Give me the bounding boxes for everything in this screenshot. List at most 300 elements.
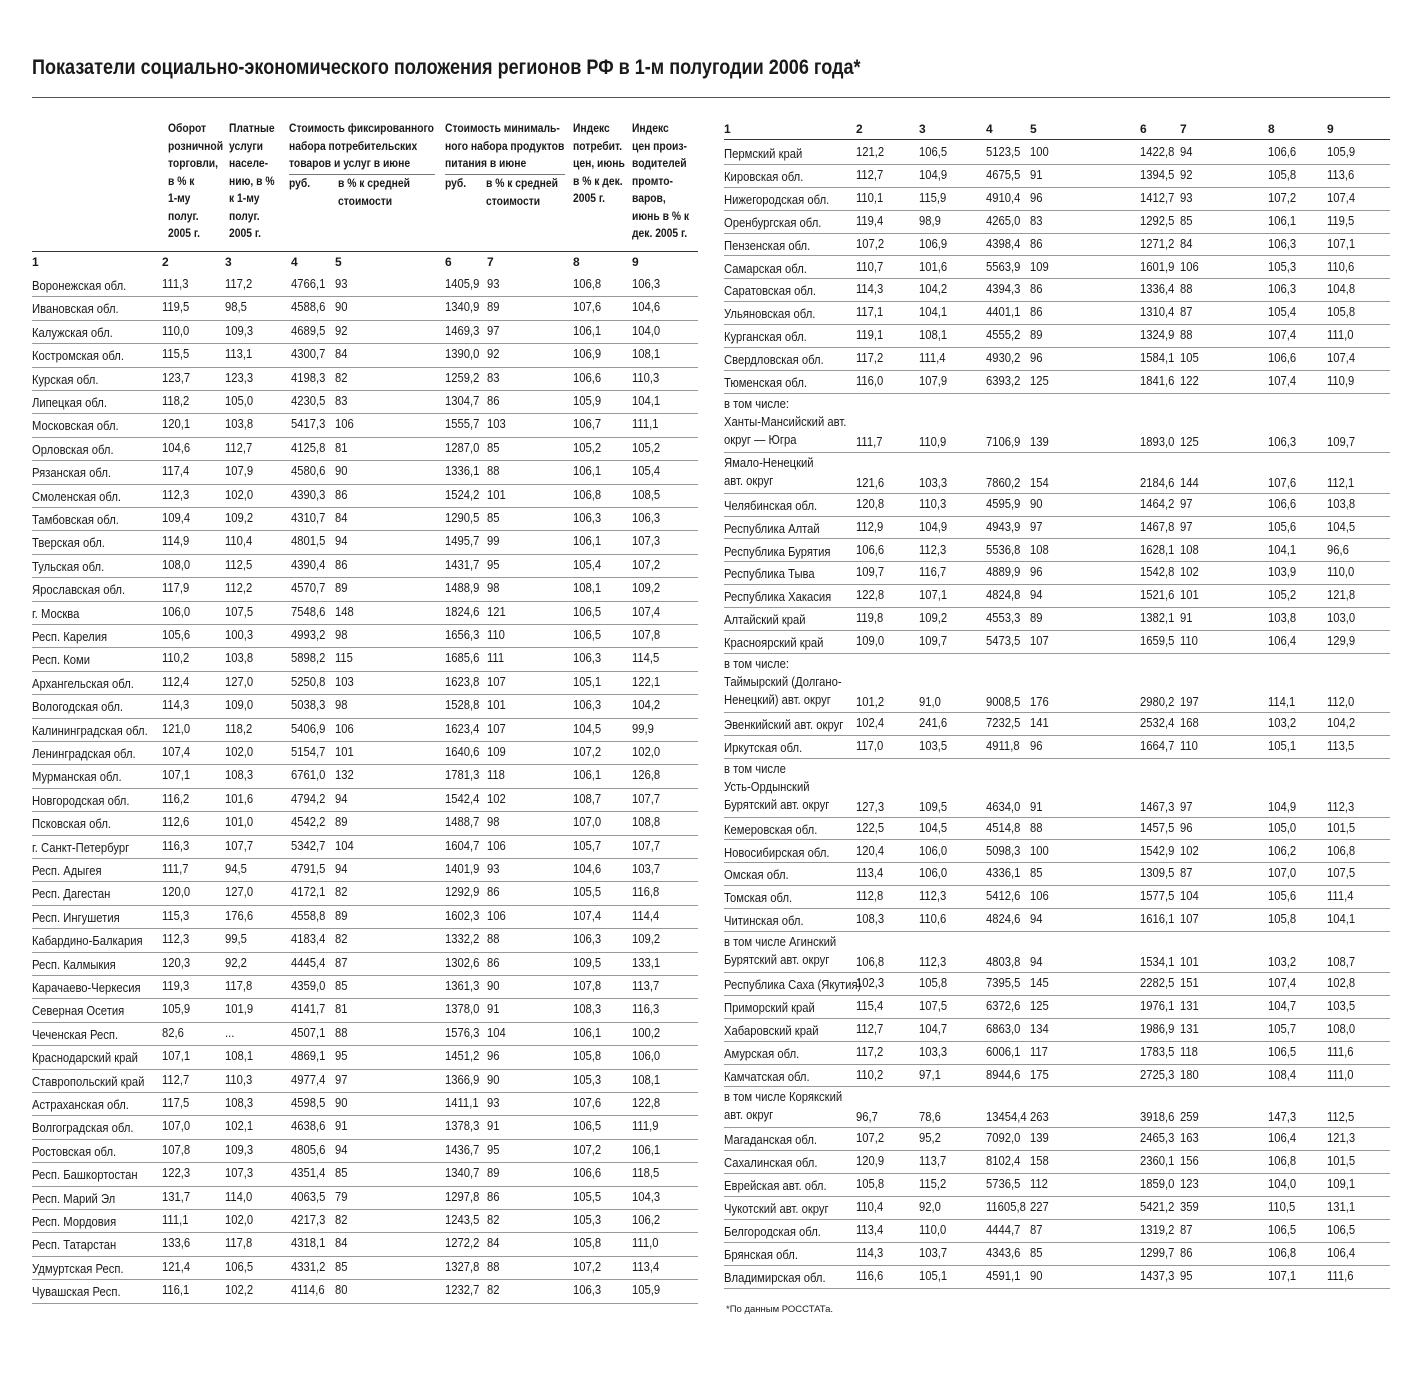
cell-col-8: 106,8 xyxy=(1268,1245,1297,1260)
cell-col-8: 106,8 xyxy=(573,277,602,291)
cell-col-4: 4598,5 xyxy=(291,1096,326,1110)
header-fixed-basket-pct xyxy=(338,175,410,210)
cell-col-9: 122,1 xyxy=(632,674,661,689)
header-line: полуг. xyxy=(168,208,199,223)
cell-col-8: 106,5 xyxy=(573,1119,602,1134)
cell-col-9: 106,0 xyxy=(632,1049,661,1064)
cell-col-6: 1495,7 xyxy=(445,534,480,549)
cell-col-9: 121,8 xyxy=(1327,588,1356,603)
cell-col-9: 108,7 xyxy=(1327,954,1356,969)
region-name: Мурманская обл. xyxy=(32,770,122,785)
cell-col-9: 103,8 xyxy=(1327,496,1356,511)
cell-col-3: 113,7 xyxy=(919,1154,947,1169)
header-line: 2005 г. xyxy=(168,226,200,240)
cell-col-8: 108,1 xyxy=(573,581,602,596)
cell-col-7: 123 xyxy=(1180,1177,1199,1192)
cell-col-4: 5123,5 xyxy=(986,145,1021,159)
table-row xyxy=(724,1042,1390,1065)
cell-col-5: 86 xyxy=(1030,305,1043,320)
cell-col-6: 5421,2 xyxy=(1140,1200,1175,1215)
table-row xyxy=(32,1023,698,1046)
cell-col-3: 106,5 xyxy=(919,145,948,159)
cell-col-6: 1394,5 xyxy=(1140,167,1175,182)
cell-col-2: 113,4 xyxy=(856,866,884,881)
cell-col-3: 107,5 xyxy=(225,604,254,619)
cell-col-5: 89 xyxy=(335,581,348,596)
cell-col-3: 117,8 xyxy=(225,979,253,993)
cell-col-4: 5342,7 xyxy=(291,838,326,853)
cell-col-2: 116,6 xyxy=(856,1268,884,1283)
cell-col-5: 148 xyxy=(335,604,354,619)
cell-col-2: 122,5 xyxy=(856,820,885,835)
header-line: полуг. xyxy=(229,208,260,223)
cell-col-5: 108 xyxy=(1030,542,1049,557)
cell-col-5: 134 xyxy=(1030,1021,1049,1036)
cell-col-2: 120,1 xyxy=(162,417,191,432)
cell-col-8: 107,6 xyxy=(1268,475,1297,490)
cell-col-4: 7548,6 xyxy=(291,604,326,619)
cell-col-6: 1664,7 xyxy=(1140,738,1175,753)
cell-col-3: 98,9 xyxy=(919,213,941,228)
cell-col-5: 90 xyxy=(335,300,348,315)
cell-col-4: 7106,9 xyxy=(986,434,1021,449)
cell-col-6: 1986,9 xyxy=(1140,1021,1175,1036)
cell-col-3: 107,1 xyxy=(919,588,948,603)
cell-col-2: 110,2 xyxy=(162,651,190,666)
cell-col-4: 5038,3 xyxy=(291,698,326,713)
cell-col-7: 82 xyxy=(487,1213,500,1227)
region-name: Ленинградская обл. xyxy=(32,747,136,761)
cell-col-4: 4125,8 xyxy=(291,440,326,455)
cell-col-2: 117,0 xyxy=(856,738,884,753)
table-row xyxy=(724,1088,1390,1129)
cell-col-6: 1382,1 xyxy=(1140,611,1175,626)
cell-col-8: 105,8 xyxy=(1268,167,1297,182)
cell-col-3: 107,9 xyxy=(919,374,948,388)
cell-col-7: 88 xyxy=(1180,328,1193,343)
header-line: в % к средней xyxy=(338,176,410,190)
cell-col-9: 106,5 xyxy=(1327,1223,1356,1237)
header-line: стоимости xyxy=(486,193,541,208)
cell-col-6: 1361,3 xyxy=(445,979,480,993)
cell-col-5: 95 xyxy=(335,1049,348,1064)
cell-col-4: 4595,9 xyxy=(986,496,1021,511)
cell-col-3: 106,0 xyxy=(919,866,948,881)
region-name: Владимирская обл. xyxy=(724,1270,826,1285)
cell-col-5: 154 xyxy=(1030,475,1049,490)
cell-col-9: 122,8 xyxy=(632,1096,661,1110)
cell-col-7: 156 xyxy=(1180,1154,1199,1169)
cell-col-9: 104,8 xyxy=(1327,282,1356,297)
cell-col-6: 1437,3 xyxy=(1140,1268,1175,1283)
region-name: Рязанская обл. xyxy=(32,466,112,481)
cell-col-7: 107 xyxy=(1180,912,1199,927)
cell-col-9: 111,1 xyxy=(632,417,659,432)
table-row xyxy=(724,713,1390,736)
table-row xyxy=(724,453,1390,494)
cell-col-7: 151 xyxy=(1180,976,1199,990)
cell-col-5: 94 xyxy=(1030,588,1043,603)
cell-col-4: 7232,5 xyxy=(986,715,1021,730)
cell-col-6: 1577,5 xyxy=(1140,889,1175,904)
cell-col-8: 105,4 xyxy=(1268,305,1297,320)
cell-col-6: 1623,4 xyxy=(445,721,480,736)
cell-col-2: 116,0 xyxy=(856,374,884,388)
cell-col-7: 91 xyxy=(1180,611,1193,626)
cell-col-8: 107,1 xyxy=(1268,1268,1297,1283)
cell-col-6: 1841,6 xyxy=(1140,374,1175,388)
column-number: 6 xyxy=(1140,122,1147,136)
cell-col-6: 2532,4 xyxy=(1140,715,1175,730)
cell-col-9: 109,7 xyxy=(1327,434,1356,449)
cell-col-8: 106,1 xyxy=(573,534,602,549)
cell-col-5: 86 xyxy=(335,557,348,572)
region-name: Липецкая обл. xyxy=(32,396,107,410)
cell-col-6: 1340,9 xyxy=(445,300,480,315)
cell-col-2: 112,3 xyxy=(162,487,190,502)
cell-col-9: 100,2 xyxy=(632,1025,661,1040)
cell-col-9: 104,1 xyxy=(632,394,661,408)
cell-col-4: 4766,1 xyxy=(291,277,326,291)
cell-col-7: 101 xyxy=(487,698,506,713)
cell-col-6: 1781,3 xyxy=(445,768,480,783)
table-row xyxy=(724,608,1390,631)
cell-col-3: 107,5 xyxy=(919,998,948,1013)
table-row xyxy=(32,368,698,391)
cell-col-7: 180 xyxy=(1180,1067,1199,1082)
cell-col-6: 1467,8 xyxy=(1140,519,1175,534)
cell-col-6: 2184,6 xyxy=(1140,475,1175,490)
cell-col-2: 105,6 xyxy=(162,628,191,642)
cell-col-5: 141 xyxy=(1030,715,1049,730)
cell-col-9: 110,0 xyxy=(1327,565,1355,580)
cell-col-5: 90 xyxy=(1030,1268,1043,1283)
header-line: в % к дек. xyxy=(573,173,623,188)
cell-col-3: 108,1 xyxy=(919,328,948,343)
cell-col-3: 112,3 xyxy=(919,542,947,557)
region-name: Респ. Мордовия xyxy=(32,1215,117,1229)
cell-col-9: 108,1 xyxy=(632,1072,661,1087)
cell-col-9: 101,5 xyxy=(1327,820,1356,835)
cell-col-8: 107,6 xyxy=(573,300,602,315)
cell-col-2: 96,7 xyxy=(856,1110,878,1125)
cell-col-9: 103,5 xyxy=(1327,998,1356,1013)
page-title: Показатели социально-экономического положения регионов РФ в 1-м полугодии 2006 года* xyxy=(32,56,861,79)
region-name: Калужская обл. xyxy=(32,325,113,340)
cell-col-5: 176 xyxy=(1030,694,1049,709)
cell-col-3: 110,3 xyxy=(225,1072,253,1087)
cell-col-2: 117,4 xyxy=(162,464,190,479)
cell-col-6: 1431,7 xyxy=(445,557,480,572)
cell-col-4: 4943,9 xyxy=(986,519,1021,534)
cell-col-6: 1302,6 xyxy=(445,955,480,970)
cell-col-6: 1411,1 xyxy=(445,1096,479,1110)
cell-col-9: 105,4 xyxy=(632,464,661,479)
cell-col-3: 111,4 xyxy=(919,351,946,366)
cell-col-2: 107,1 xyxy=(162,768,191,783)
cell-col-3: 115,9 xyxy=(919,190,947,205)
cell-col-8: 106,3 xyxy=(573,511,602,525)
header-line: июнь в % к xyxy=(632,208,690,223)
cell-col-5: 98 xyxy=(335,698,348,713)
table-row xyxy=(32,1116,698,1139)
cell-col-9: 106,1 xyxy=(632,1142,661,1157)
cell-col-3: 109,3 xyxy=(225,323,254,338)
header-line: населе- xyxy=(229,156,269,170)
cell-col-8: 107,4 xyxy=(1268,328,1297,343)
region-name: Оренбургская обл. xyxy=(724,215,822,230)
cell-col-5: 80 xyxy=(335,1283,348,1298)
cell-col-4: 5736,5 xyxy=(986,1177,1021,1192)
cell-col-4: 4803,8 xyxy=(986,954,1021,969)
cell-col-4: 4351,4 xyxy=(291,1166,326,1181)
region-name: Орловская обл. xyxy=(32,442,114,457)
table-row xyxy=(32,344,698,367)
region-name: Кабардино-Балкария xyxy=(32,934,143,949)
cell-col-5: 106 xyxy=(1030,889,1049,904)
cell-col-3: 101,0 xyxy=(225,815,254,830)
cell-col-2: 112,8 xyxy=(856,889,884,904)
cell-col-5: 82 xyxy=(335,370,348,385)
cell-col-5: 101 xyxy=(335,745,354,759)
table-row xyxy=(32,414,698,437)
cell-col-4: 4824,6 xyxy=(986,912,1021,927)
cell-col-7: 108 xyxy=(1180,542,1199,557)
cell-col-8: 106,6 xyxy=(1268,351,1297,366)
cell-col-9: 106,3 xyxy=(632,277,661,291)
table-row xyxy=(32,859,698,882)
header-line: Платные xyxy=(229,121,275,135)
cell-col-2: 122,3 xyxy=(162,1166,191,1181)
cell-col-2: 120,8 xyxy=(856,496,885,511)
cell-col-4: 4801,5 xyxy=(291,534,326,549)
cell-col-6: 1401,9 xyxy=(445,862,480,876)
cell-col-4: 4343,6 xyxy=(986,1245,1021,1260)
region-name: Волгоградская обл. xyxy=(32,1121,134,1136)
cell-col-9: 108,5 xyxy=(632,487,661,502)
cell-col-6: 1436,7 xyxy=(445,1142,480,1157)
cell-col-6: 1324,9 xyxy=(1140,328,1175,343)
cell-col-7: 125 xyxy=(1180,434,1199,449)
cell-col-7: 97 xyxy=(1180,519,1193,534)
cell-col-6: 1332,2 xyxy=(445,932,480,947)
cell-col-2: 107,1 xyxy=(162,1049,191,1064)
cell-col-5: 91 xyxy=(1030,799,1043,814)
header-line: Стоимость минималь- xyxy=(445,121,560,135)
header-line: стоимости xyxy=(338,193,393,208)
table-row xyxy=(724,142,1390,165)
cell-col-4: 4889,9 xyxy=(986,565,1021,580)
region-name: Пермский край xyxy=(724,147,803,161)
cell-col-8: 105,9 xyxy=(573,394,602,408)
cell-col-9: 104,0 xyxy=(632,323,661,338)
cell-col-3: 112,3 xyxy=(919,954,947,969)
cell-col-2: 102,3 xyxy=(856,976,885,990)
cell-col-4: 4398,4 xyxy=(986,236,1021,251)
cell-col-2: 106,6 xyxy=(856,542,885,557)
table-row xyxy=(32,508,698,531)
cell-col-4: 4555,2 xyxy=(986,328,1021,343)
cell-col-6: 1243,5 xyxy=(445,1213,480,1227)
cell-col-9: 129,9 xyxy=(1327,634,1356,649)
header-min-food-set-pct xyxy=(486,175,558,210)
cell-col-3: 100,3 xyxy=(225,628,254,642)
cell-col-3: 110,9 xyxy=(919,434,947,449)
region-name: Респ. Дагестан xyxy=(32,887,111,902)
cell-col-4: 5412,6 xyxy=(986,889,1021,904)
cell-col-4: 4114,6 xyxy=(291,1283,325,1298)
cell-col-6: 1378,0 xyxy=(445,1002,480,1017)
cell-col-6: 1640,6 xyxy=(445,745,480,759)
region-name: Тамбовская обл. xyxy=(32,513,119,527)
cell-col-5: 86 xyxy=(1030,236,1043,251)
cell-col-4: 4675,5 xyxy=(986,167,1021,182)
cell-col-3: 110,4 xyxy=(225,534,253,549)
table-row xyxy=(32,1257,698,1280)
region-name: Респ. Адыгея xyxy=(32,864,102,878)
cell-col-5: 82 xyxy=(335,885,348,900)
cell-col-8: 106,1 xyxy=(573,464,602,479)
cell-col-5: 82 xyxy=(335,932,348,947)
cell-col-3: 102,1 xyxy=(225,1119,254,1134)
cell-col-5: 86 xyxy=(335,487,348,502)
header-min-food-set-rub: руб. xyxy=(445,176,467,190)
cell-col-4: 5536,8 xyxy=(986,542,1021,557)
region-name: Свердловская обл. xyxy=(724,353,824,368)
cell-col-6: 1859,0 xyxy=(1140,1177,1175,1192)
table-row xyxy=(724,257,1390,280)
cell-col-5: 94 xyxy=(1030,954,1043,969)
region-name: Челябинская обл. xyxy=(724,498,818,513)
cell-col-9: 110,3 xyxy=(632,370,660,385)
cell-col-8: 105,4 xyxy=(573,557,602,572)
cell-col-2: 111,7 xyxy=(162,862,189,876)
table-row xyxy=(32,1070,698,1093)
cell-col-3: 107,9 xyxy=(225,464,254,479)
cell-col-4: 7395,5 xyxy=(986,976,1021,990)
table-row xyxy=(32,438,698,461)
cell-col-2: 121,2 xyxy=(856,145,885,159)
cell-col-2: 112,6 xyxy=(162,815,190,830)
cell-col-6: 1601,9 xyxy=(1140,259,1175,274)
cell-col-6: 1685,6 xyxy=(445,651,480,666)
cell-col-5: 97 xyxy=(335,1072,348,1087)
cell-col-9: 106,8 xyxy=(1327,843,1356,858)
cell-col-2: 110,2 xyxy=(856,1067,884,1082)
table-row xyxy=(724,234,1390,257)
cell-col-2: 112,4 xyxy=(162,674,190,689)
cell-col-9: 107,8 xyxy=(632,628,661,642)
cell-col-2: 117,9 xyxy=(162,581,190,596)
cell-col-6: 1824,6 xyxy=(445,604,480,619)
cell-col-7: 96 xyxy=(1180,820,1193,835)
table-row xyxy=(724,494,1390,517)
cell-col-8: 105,3 xyxy=(573,1213,602,1227)
cell-col-4: 4390,4 xyxy=(291,557,326,572)
cell-col-5: 81 xyxy=(335,440,348,455)
cell-col-4: 4977,4 xyxy=(291,1072,326,1087)
region-name: Ульяновская обл. xyxy=(724,307,816,322)
header-line: цен произ- xyxy=(632,138,687,153)
cell-col-6: 1457,5 xyxy=(1140,820,1175,835)
column-number: 9 xyxy=(632,255,639,269)
header-line: 1-му xyxy=(168,191,191,205)
cell-col-9: 112,0 xyxy=(1327,694,1355,709)
cell-col-6: 1488,9 xyxy=(445,581,480,596)
column-number: 7 xyxy=(487,255,494,269)
cell-col-6: 1656,3 xyxy=(445,628,480,642)
cell-col-3: 104,9 xyxy=(919,519,948,534)
region-name: Иркутская обл. xyxy=(724,740,803,755)
region-name: Астраханская обл. xyxy=(32,1098,129,1112)
cell-col-9: 102,8 xyxy=(1327,976,1356,990)
cell-col-5: 90 xyxy=(335,464,348,479)
cell-col-9: 110,6 xyxy=(1327,259,1355,274)
cell-col-4: 4063,5 xyxy=(291,1189,326,1204)
cell-col-9: 103,0 xyxy=(1327,611,1356,626)
cell-col-7: 163 xyxy=(1180,1131,1199,1146)
table-row xyxy=(32,765,698,788)
header-line: варов, xyxy=(632,191,666,205)
cell-col-3: 108,3 xyxy=(225,768,254,783)
cell-col-5: 90 xyxy=(335,1096,348,1110)
region-name: Ставропольский край xyxy=(32,1074,145,1089)
region-name: Республика Бурятия xyxy=(724,544,831,559)
region-name: Читинская обл. xyxy=(724,914,804,929)
cell-col-2: 120,9 xyxy=(856,1154,885,1169)
cell-col-4: 13454,4 xyxy=(986,1110,1027,1125)
cell-col-2: 111,1 xyxy=(162,1213,189,1227)
header-line: промто- xyxy=(632,173,673,188)
table-row xyxy=(32,812,698,835)
cell-col-8: 106,6 xyxy=(1268,145,1297,159)
cell-col-9: 133,1 xyxy=(632,955,661,970)
cell-col-6: 1309,5 xyxy=(1140,866,1175,881)
table-row xyxy=(32,1140,698,1163)
region-name: Чеченская Респ. xyxy=(32,1027,119,1042)
cell-col-9: 104,2 xyxy=(632,698,661,713)
cell-col-4: 4300,7 xyxy=(291,347,326,362)
header-line: Стоимость фиксированного xyxy=(289,121,434,135)
cell-col-3: 109,5 xyxy=(919,799,948,814)
footnote: *По данным РОССТАТа. xyxy=(726,1304,834,1315)
cell-col-2: 112,7 xyxy=(856,167,884,182)
table-row xyxy=(32,906,698,929)
region-name: Камчатская обл. xyxy=(724,1069,810,1084)
cell-col-2: 82,6 xyxy=(162,1025,184,1040)
cell-col-8: 108,7 xyxy=(573,791,602,806)
cell-col-3: 95,2 xyxy=(919,1131,941,1146)
cell-col-3: 117,2 xyxy=(225,277,253,291)
cell-col-4: 8102,4 xyxy=(986,1154,1021,1169)
column-number: 2 xyxy=(856,122,863,136)
cell-col-6: 1604,7 xyxy=(445,838,480,853)
region-name: Респ. Марий Эл xyxy=(32,1191,116,1206)
cell-col-3: 103,3 xyxy=(919,1044,948,1059)
cell-col-7: 86 xyxy=(487,394,500,408)
header-line: водителей xyxy=(632,156,687,170)
cell-col-8: 107,4 xyxy=(573,908,602,923)
region-name: Северная Осетия xyxy=(32,1004,125,1019)
cell-col-8: 106,1 xyxy=(1268,213,1297,228)
cell-col-2: 115,4 xyxy=(856,998,884,1013)
cell-col-7: 101 xyxy=(1180,954,1199,969)
cell-col-6: 1488,7 xyxy=(445,815,480,830)
cell-col-7: 86 xyxy=(487,1189,500,1204)
header-line: товаров и услуг в июне xyxy=(289,156,411,170)
region-name: Республика Хакасия xyxy=(724,590,832,605)
cell-col-7: 122 xyxy=(1180,374,1199,388)
